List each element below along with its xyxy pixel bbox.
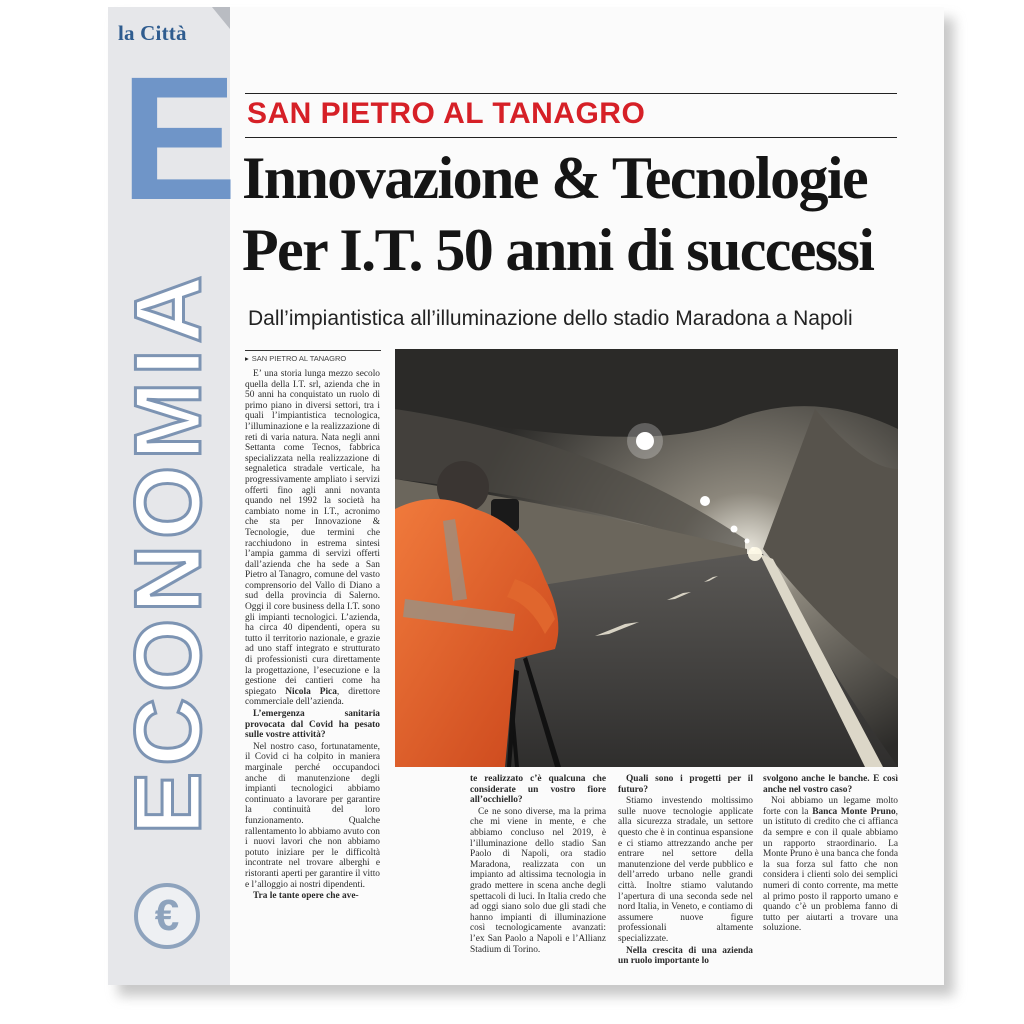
headline-line-1: Innovazione & Tecnologie (242, 145, 867, 211)
section-label: ECONOMIA (115, 269, 220, 835)
col2-question: te realizzato c’è qualcuna che considerate un vostro fiore all’occhiello? (470, 774, 606, 806)
section-letter: E (120, 41, 238, 237)
bank-name: Banca Monte Pruno (812, 806, 896, 817)
article-column-3 (618, 774, 753, 974)
newspaper-logo: la Città (118, 21, 187, 45)
col1-paragraph-1-end: , direttore commerciale dell’azienda. (245, 686, 380, 708)
col1-question-1: L’emergenza sanitaria provocata dal Covid ha pesato sulle vostre attività? (245, 709, 380, 741)
col3-question-2: Nella crescita di una azienda un ruolo importante lo (618, 945, 753, 967)
col3-paragraph: Stiamo investendo moltissimo sulle nuove tecnologie applicate alla sicurezza stradale, un settore questo che è in continua espansione e ci stiamo attrezzando anche per entrare nel settore della manutenzione del verde pubblico e dell’arredo urbano nelle grandi città. Inoltre stiamo valutando l’apertura di una seconda sede nel nord Italia, in Veneto, e contiamo di assumere nuove figure professionali altamente specializzate. (618, 796, 753, 944)
col1-question-2: Tra le tante opere che ave- (253, 891, 359, 902)
kicker-text: SAN PIETRO AL TANAGRO (251, 354, 347, 363)
interviewee-name: Nicola Pica (285, 686, 337, 697)
corner-fold (212, 7, 230, 29)
newspaper-page (108, 7, 944, 985)
col2-paragraph: Ce ne sono diverse, ma la prima che mi viene in mente, e che abbiamo concluso nel 2019, è l’illuminazione dello stadio San Paolo di Napoli, ora stadio Maradona, realizzata con un impianto ad altissima tecnologia in grado mettere in scena anche degli spettacoli di luci. In Italia credo che ad oggi siano solo due gli stadi che hanno impianti di illuminazione così tecnologicamente avanzati: l’ex San Paolo a Napoli e l’Allianz Stadium di Torino. (470, 806, 606, 955)
location-heading: SAN PIETRO AL TANAGRO (247, 97, 646, 130)
top-rule (245, 93, 897, 94)
article-column-2 (470, 774, 606, 974)
col4-paragraph-start: Noi abbiamo un legame molto forte con la (763, 796, 898, 817)
col4-question: svolgono anche le banche. È così anche nel vostro caso? (763, 774, 898, 795)
headline-line-2: Per I.T. 50 anni di successi (242, 217, 874, 283)
article-column-4 (763, 774, 898, 974)
col1-paragraph-1: E’ una storia lunga mezzo secolo quella della I.T. srl, azienda che in 50 anni ha conquistato un ruolo di primo piano in diversi settori, tra i quali l’impiantistica tecnologica, l’illuminazione e la realizzazione di reti di varia natura. Nata negli anni Settanta come Tecnos, fabbrica specializzata nella realizzazione di segnaletica stradale verticale, ha progressivamente ampliato i servizi offerti fino agli anni novanta quando nel 1992 la società ha cambiato nome in I.T., acronimo che sta per Innovazione & Tecnologie, due termini che racchiudono in estrema sintesi l’ampia gamma di servizi offerti dall’azienda che ha sede a San Pietro al Tanagro, comune del vasto comprensorio del Vallo di Diano a sud della provincia di Salerno. Oggi il core business della I.T. sono gli impianti tecnologici. L’azienda, ha circa 40 dipendenti, opera su tutto il territorio nazionale, e grazie ad uno staff integrato e strutturato di professionisti cura direttamente la progettazione, l’esecuzione e la gestione dei cantieri come ha spiegato (245, 369, 380, 697)
section-band (108, 7, 238, 985)
location-rule (245, 137, 897, 138)
euro-icon: € (134, 883, 200, 949)
col1-paragraph-2: Nel nostro caso, fortunatamente, il Covid ci ha colpito in maniera marginale perché occupandoci anche di manutenzione degli impianti tecnologici abbiamo continuato a lavorare per garantire la continuità del loro funzionamento. Qualche rallentamento lo abbiamo avuto con i nuovi lavori che non abbiamo potuto iniziare per le difficoltà incontrate nel trovare alberghi e ristoranti aperti per garantire il vitto e l’alloggio ai nostri dipendenti. (245, 741, 380, 890)
col4-paragraph-end: , un istituto di credito che ci affianca da sempre e con il quale abbiamo un rapporto straordinario. La Monte Pruno è una banca che fonda la sua forza sul fatto che non considera i clienti solo dei semplici numeri di conto corrente, ma mette al primo posto il rapporto umano e quando c’è un problema fanno di tutto per aiutarti a trovare una soluzione. (763, 806, 898, 934)
article-kicker: ▸ SAN PIETRO AL TANAGRO (245, 350, 381, 363)
tunnel-photo (395, 349, 898, 767)
subheadline: Dall’impiantistica all’illuminazione dello stadio Maradona a Napoli (248, 307, 853, 330)
col3-question-1: Quali sono i progetti per il futuro? (618, 774, 753, 795)
article-column-1 (245, 369, 380, 977)
